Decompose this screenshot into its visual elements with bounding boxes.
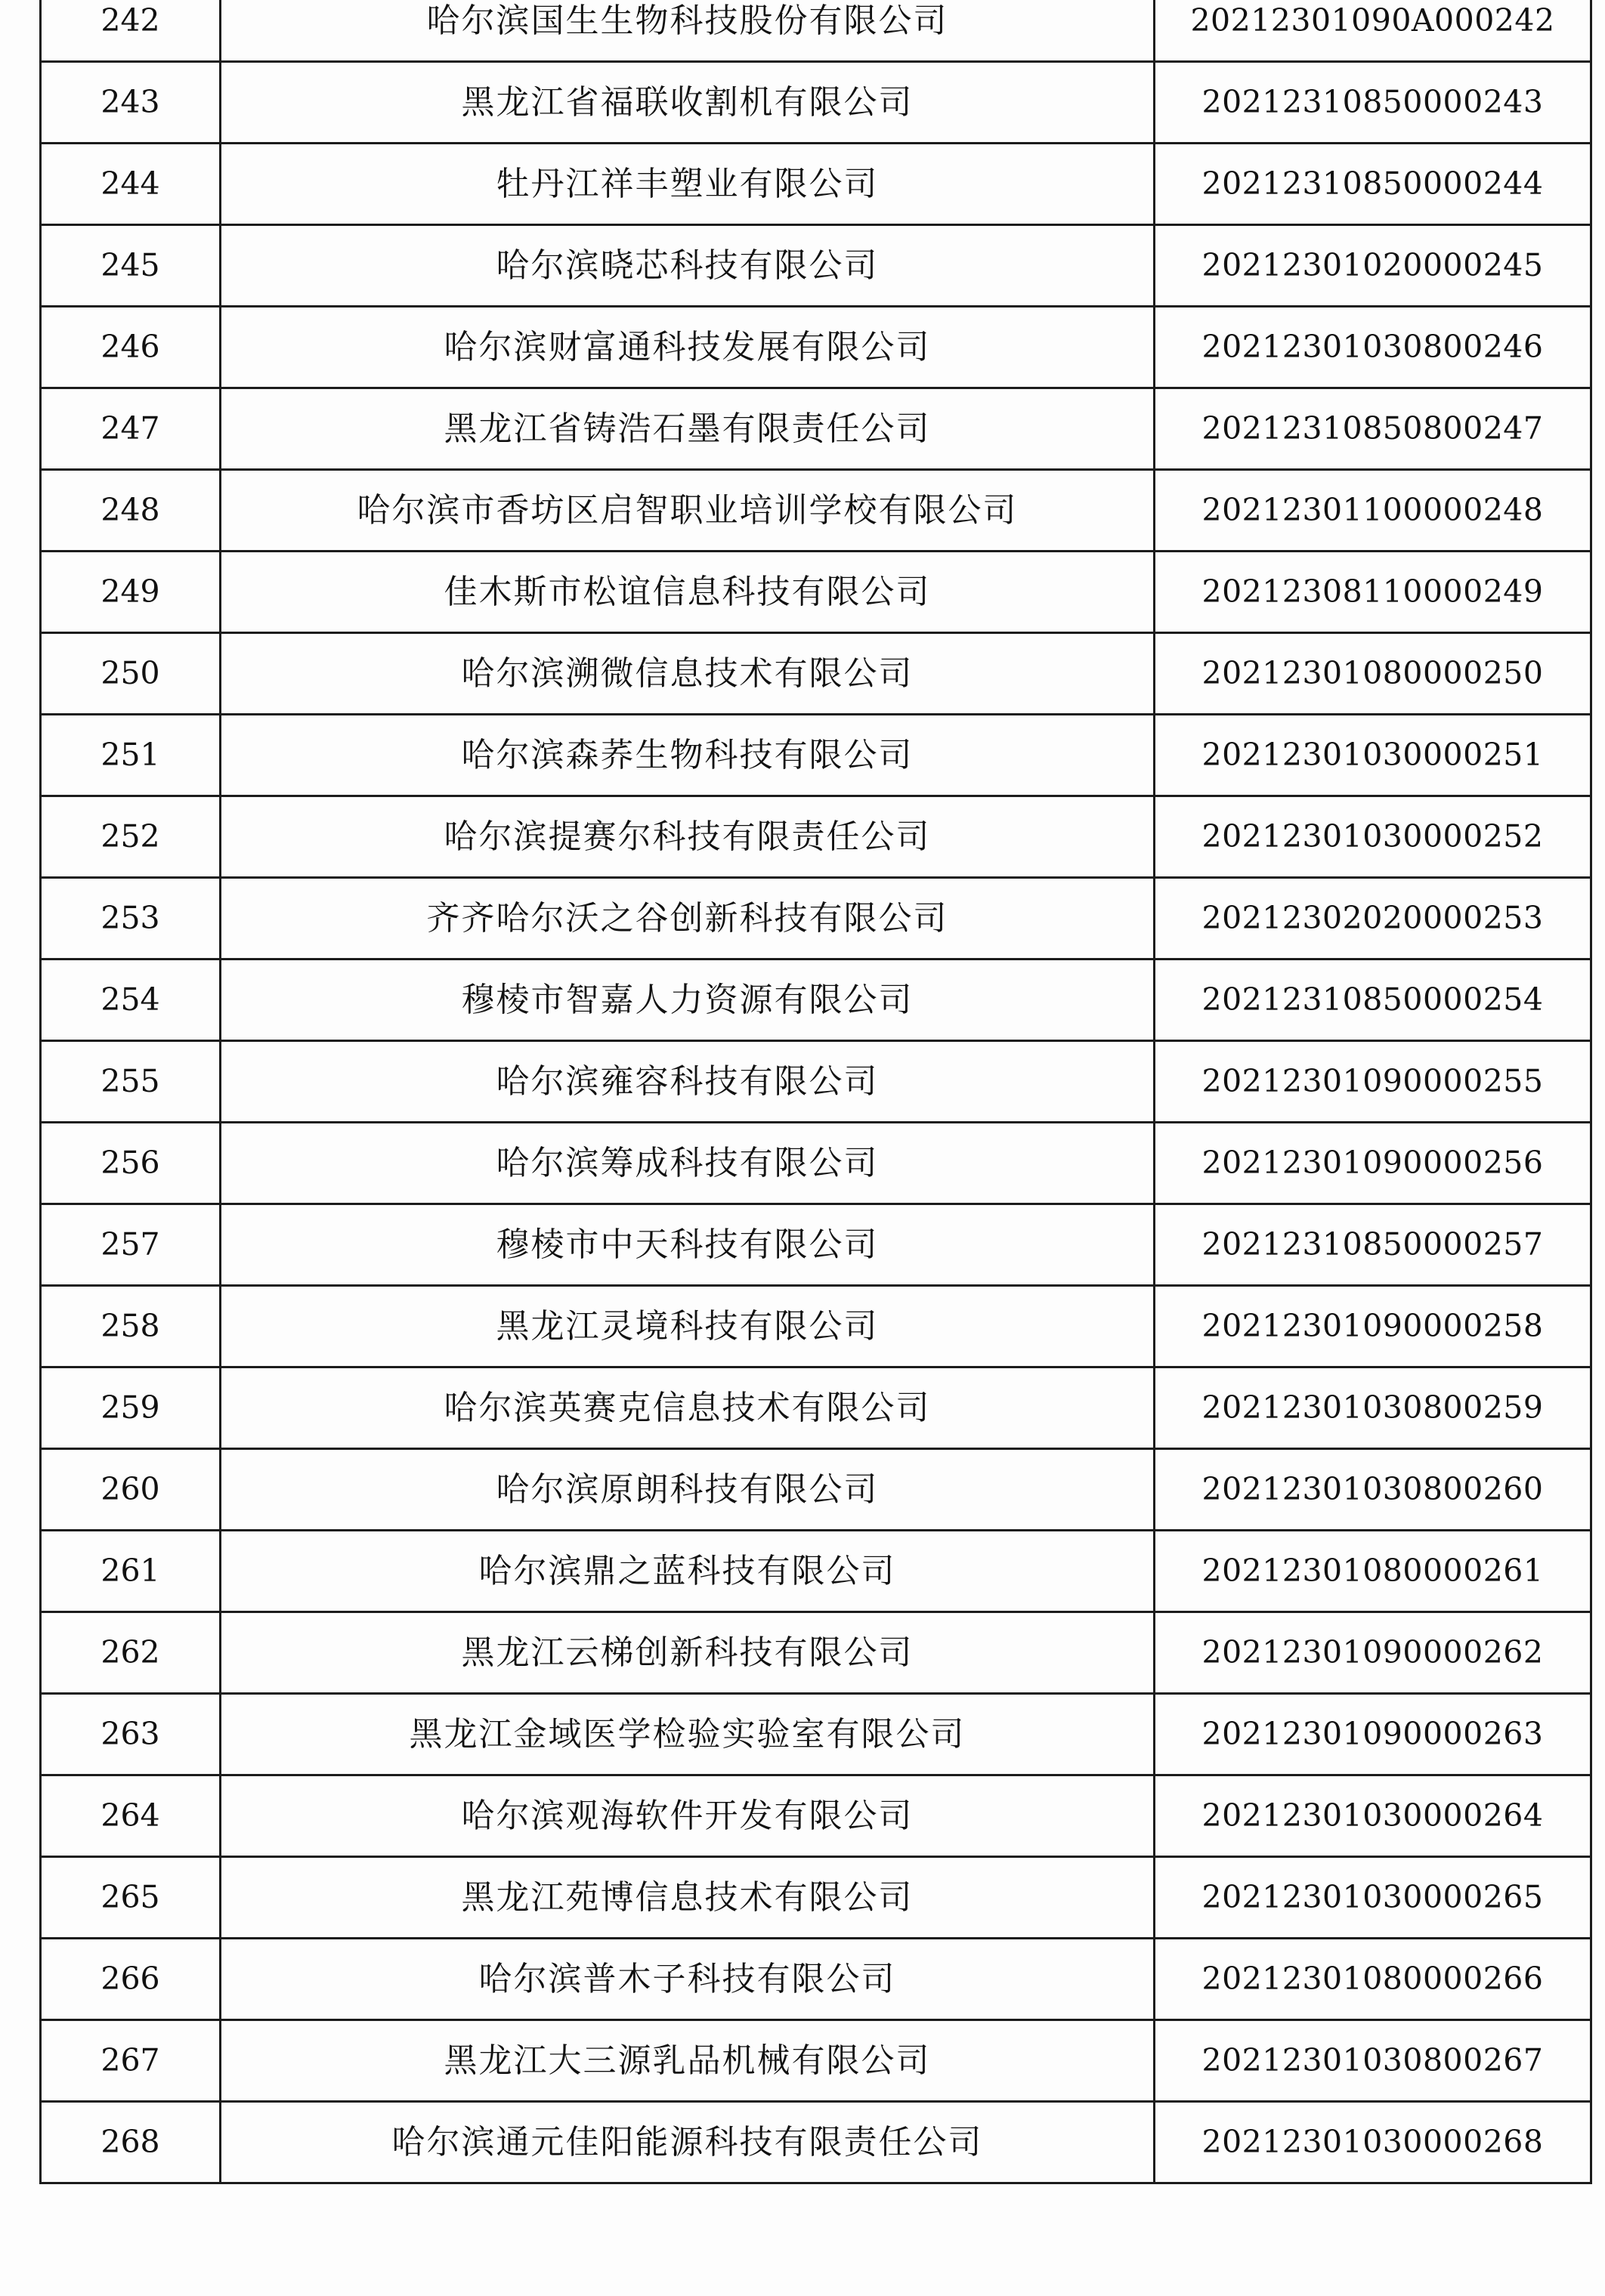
row-index: 255 <box>41 1041 221 1123</box>
table-row <box>41 878 1591 959</box>
table-row <box>41 1123 1591 1204</box>
registration-code: 20212301080000266 <box>1155 1939 1591 2020</box>
registration-code: 20212301090000255 <box>1155 1041 1591 1123</box>
company-name: 哈尔滨通元佳阳能源科技有限责任公司 <box>221 2102 1155 2183</box>
company-name: 黑龙江灵境科技有限公司 <box>221 1286 1155 1367</box>
company-name: 哈尔滨提赛尔科技有限责任公司 <box>221 796 1155 878</box>
row-index: 261 <box>41 1531 221 1612</box>
table-row <box>41 1857 1591 1939</box>
registration-code: 20212301030000252 <box>1155 796 1591 878</box>
registry-table-body <box>41 0 1591 2183</box>
registration-code: 20212301080000261 <box>1155 1531 1591 1612</box>
table-row <box>41 1204 1591 1286</box>
registration-code: 20212301030800260 <box>1155 1449 1591 1531</box>
row-index: 251 <box>41 715 221 796</box>
row-index: 265 <box>41 1857 221 1939</box>
company-name: 哈尔滨溯微信息技术有限公司 <box>221 633 1155 715</box>
table-row <box>41 470 1591 552</box>
company-name: 牡丹江祥丰塑业有限公司 <box>221 144 1155 225</box>
table-row <box>41 959 1591 1041</box>
table-row <box>41 1367 1591 1449</box>
registration-code: 20212301020000245 <box>1155 225 1591 307</box>
row-index: 243 <box>41 62 221 144</box>
row-index: 252 <box>41 796 221 878</box>
table-row <box>41 552 1591 633</box>
table-row <box>41 2020 1591 2102</box>
row-index: 253 <box>41 878 221 959</box>
row-index: 242 <box>41 0 221 62</box>
row-index: 245 <box>41 225 221 307</box>
table-row <box>41 225 1591 307</box>
registration-code: 20212301090000262 <box>1155 1612 1591 1694</box>
row-index: 244 <box>41 144 221 225</box>
row-index: 267 <box>41 2020 221 2102</box>
company-name: 穆棱市智嘉人力资源有限公司 <box>221 959 1155 1041</box>
table-row <box>41 715 1591 796</box>
company-name: 黑龙江省福联收割机有限公司 <box>221 62 1155 144</box>
registration-code: 20212310850000257 <box>1155 1204 1591 1286</box>
company-name: 哈尔滨观海软件开发有限公司 <box>221 1775 1155 1857</box>
row-index: 258 <box>41 1286 221 1367</box>
enterprise-registry-table <box>39 0 1592 2184</box>
company-name: 穆棱市中天科技有限公司 <box>221 1204 1155 1286</box>
company-name: 哈尔滨森荞生物科技有限公司 <box>221 715 1155 796</box>
company-name: 齐齐哈尔沃之谷创新科技有限公司 <box>221 878 1155 959</box>
registration-code: 20212310850000244 <box>1155 144 1591 225</box>
row-index: 256 <box>41 1123 221 1204</box>
row-index: 250 <box>41 633 221 715</box>
row-index: 260 <box>41 1449 221 1531</box>
registration-code: 20212301090A000242 <box>1155 0 1591 62</box>
row-index: 259 <box>41 1367 221 1449</box>
company-name: 黑龙江大三源乳品机械有限公司 <box>221 2020 1155 2102</box>
table-row <box>41 307 1591 388</box>
table-row <box>41 1694 1591 1775</box>
row-index: 268 <box>41 2102 221 2183</box>
row-index: 264 <box>41 1775 221 1857</box>
table-row <box>41 2102 1591 2183</box>
row-index: 247 <box>41 388 221 470</box>
table-row <box>41 1286 1591 1367</box>
row-index: 254 <box>41 959 221 1041</box>
table-row <box>41 1531 1591 1612</box>
registration-code: 20212301080000250 <box>1155 633 1591 715</box>
registration-code: 20212301030800259 <box>1155 1367 1591 1449</box>
table-row <box>41 1775 1591 1857</box>
table-row <box>41 1612 1591 1694</box>
registration-code: 20212301030000251 <box>1155 715 1591 796</box>
row-index: 262 <box>41 1612 221 1694</box>
registration-code: 20212308110000249 <box>1155 552 1591 633</box>
table-row <box>41 388 1591 470</box>
company-name: 哈尔滨筹成科技有限公司 <box>221 1123 1155 1204</box>
row-index: 248 <box>41 470 221 552</box>
registration-code: 20212301100000248 <box>1155 470 1591 552</box>
company-name: 哈尔滨鼎之蓝科技有限公司 <box>221 1531 1155 1612</box>
company-name: 黑龙江金域医学检验实验室有限公司 <box>221 1694 1155 1775</box>
company-name: 哈尔滨原朗科技有限公司 <box>221 1449 1155 1531</box>
company-name: 哈尔滨普木子科技有限公司 <box>221 1939 1155 2020</box>
company-name: 哈尔滨英赛克信息技术有限公司 <box>221 1367 1155 1449</box>
registration-code: 20212301030800267 <box>1155 2020 1591 2102</box>
company-name: 黑龙江云梯创新科技有限公司 <box>221 1612 1155 1694</box>
registration-code: 20212301090000256 <box>1155 1123 1591 1204</box>
table-row <box>41 1449 1591 1531</box>
registration-code: 20212310850800247 <box>1155 388 1591 470</box>
registration-code: 20212301030000264 <box>1155 1775 1591 1857</box>
registration-code: 20212310850000254 <box>1155 959 1591 1041</box>
company-name: 哈尔滨雍容科技有限公司 <box>221 1041 1155 1123</box>
registration-code: 20212301030000268 <box>1155 2102 1591 2183</box>
registration-code: 20212301090000263 <box>1155 1694 1591 1775</box>
table-row <box>41 144 1591 225</box>
table-row <box>41 1939 1591 2020</box>
table-row <box>41 633 1591 715</box>
company-name: 哈尔滨晓芯科技有限公司 <box>221 225 1155 307</box>
row-index: 246 <box>41 307 221 388</box>
company-name: 哈尔滨财富通科技发展有限公司 <box>221 307 1155 388</box>
registration-code: 20212310850000243 <box>1155 62 1591 144</box>
company-name: 哈尔滨国生生物科技股份有限公司 <box>221 0 1155 62</box>
registration-code: 20212301030000265 <box>1155 1857 1591 1939</box>
row-index: 266 <box>41 1939 221 2020</box>
table-row <box>41 0 1591 62</box>
row-index: 263 <box>41 1694 221 1775</box>
company-name: 黑龙江苑博信息技术有限公司 <box>221 1857 1155 1939</box>
table-row <box>41 62 1591 144</box>
registration-code: 20212301090000258 <box>1155 1286 1591 1367</box>
table-row <box>41 1041 1591 1123</box>
company-name: 哈尔滨市香坊区启智职业培训学校有限公司 <box>221 470 1155 552</box>
row-index: 249 <box>41 552 221 633</box>
row-index: 257 <box>41 1204 221 1286</box>
table-row <box>41 796 1591 878</box>
registration-code: 20212301030800246 <box>1155 307 1591 388</box>
registration-code: 20212302020000253 <box>1155 878 1591 959</box>
company-name: 黑龙江省铸浩石墨有限责任公司 <box>221 388 1155 470</box>
company-name: 佳木斯市松谊信息科技有限公司 <box>221 552 1155 633</box>
